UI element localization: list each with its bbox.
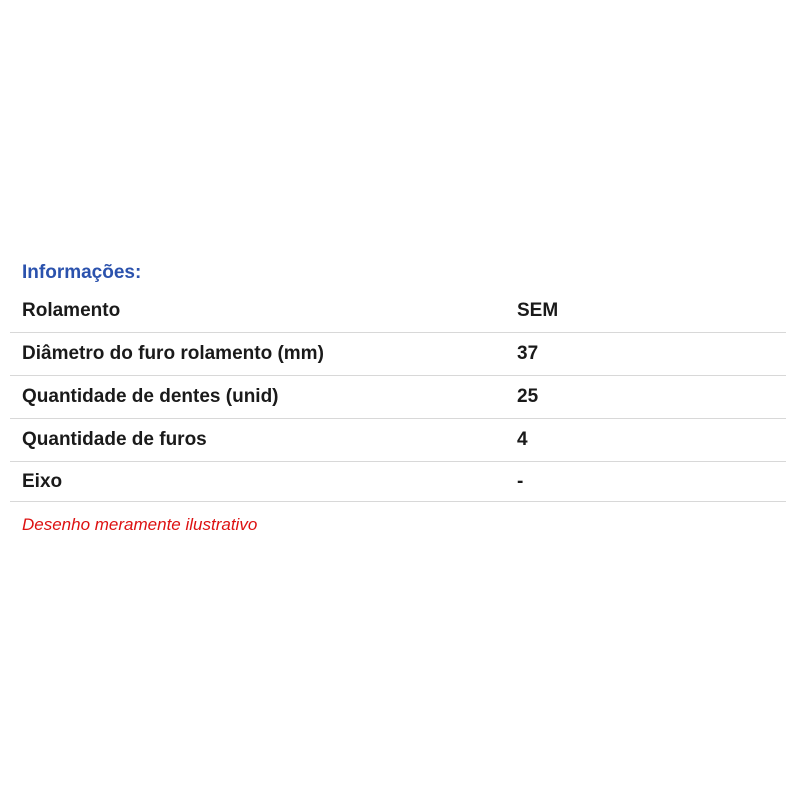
spec-label: Eixo	[22, 470, 63, 492]
spec-value: -	[517, 470, 524, 492]
spec-value: SEM	[517, 300, 559, 321]
spec-row-diametro-furo	[10, 333, 786, 376]
spec-value: 37	[517, 343, 539, 364]
spec-table	[10, 290, 786, 502]
spec-row-eixo	[10, 462, 786, 502]
spec-label: Diâmetro do furo rolamento (mm)	[22, 343, 324, 364]
spec-value: 25	[517, 386, 539, 407]
spec-label: Quantidade de furos	[22, 429, 207, 450]
spec-row-quantidade-dentes	[10, 376, 786, 419]
spec-label: Quantidade de dentes (unid)	[22, 386, 279, 407]
spec-row-quantidade-furos	[10, 419, 786, 462]
illustrative-drawing-note: Desenho meramente ilustrativo	[22, 515, 258, 534]
spec-label: Rolamento	[22, 300, 121, 321]
spec-row-rolamento	[10, 290, 786, 333]
spec-value: 4	[517, 429, 528, 450]
info-section-heading: Informações:	[22, 262, 142, 283]
